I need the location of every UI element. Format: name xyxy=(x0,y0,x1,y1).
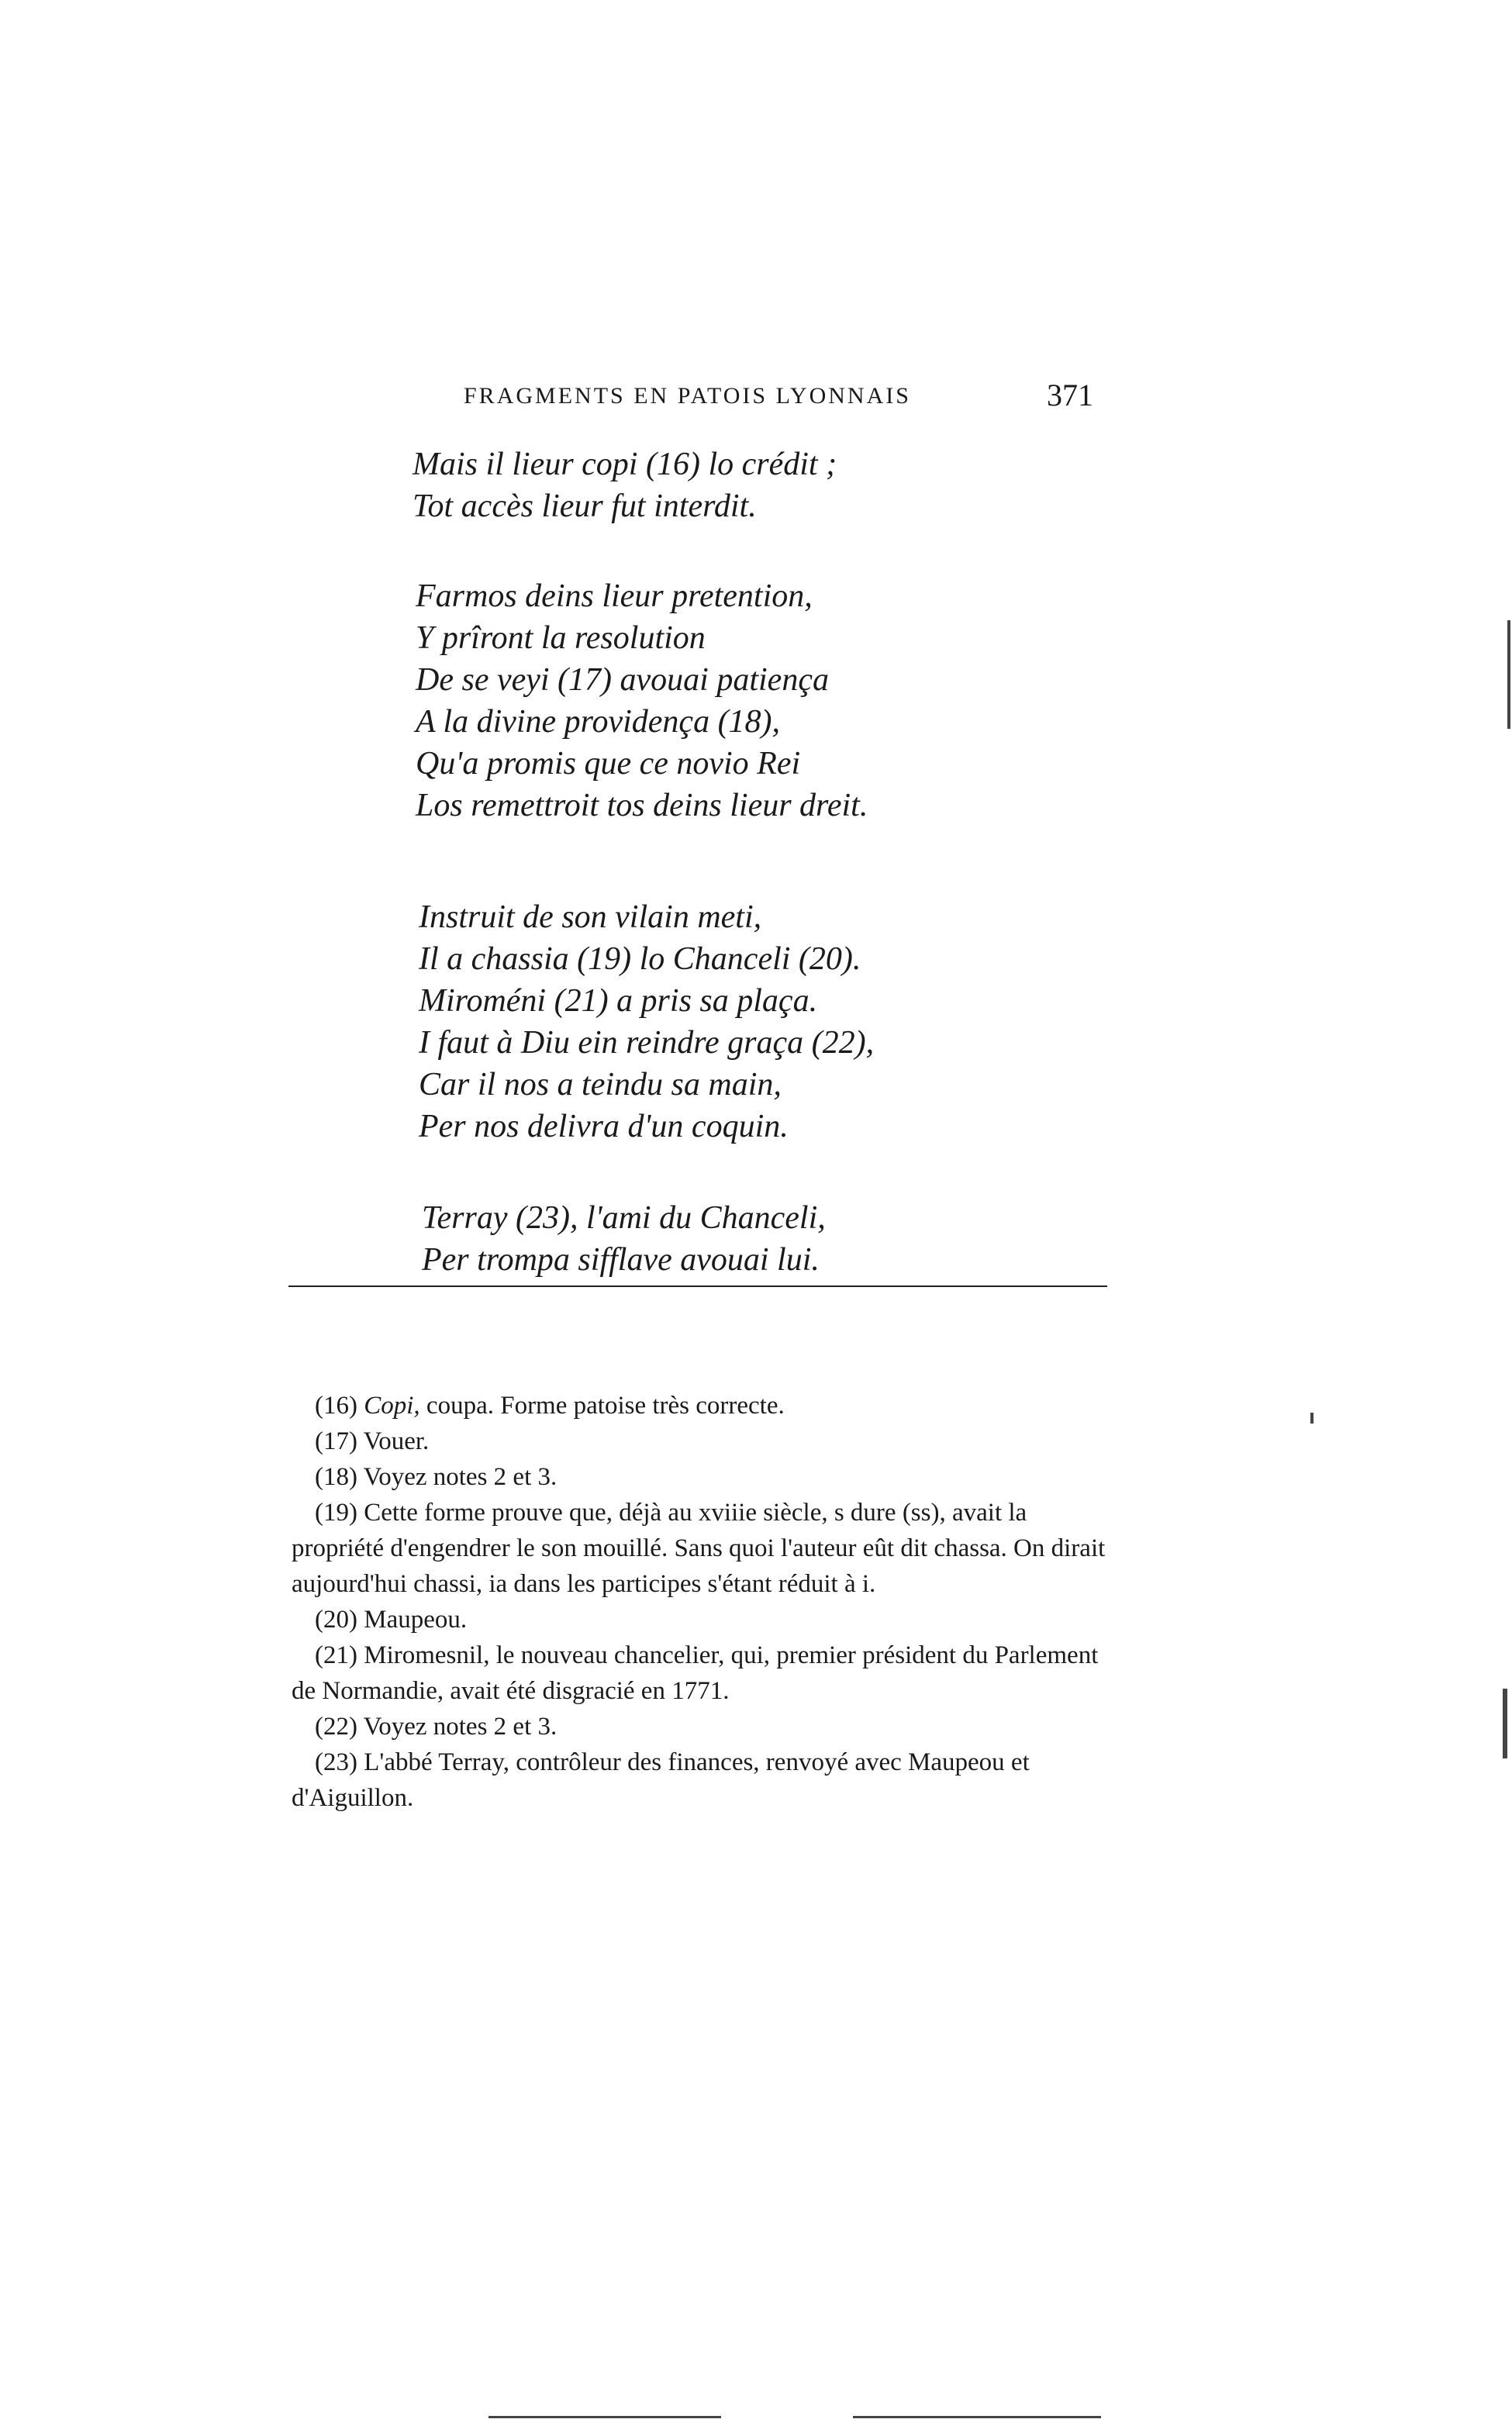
scan-mark xyxy=(1507,620,1510,729)
footnote-ref: (16) xyxy=(315,1392,357,1420)
footnote-text: Vouer. xyxy=(357,1427,430,1455)
verse-line: Instruit de son vilain meti, xyxy=(419,899,762,935)
verse-line: Per nos delivra d'un coquin. xyxy=(419,1109,789,1144)
verse-stanza-3 xyxy=(0,896,1512,1147)
footnote xyxy=(292,1602,1123,1637)
footnote xyxy=(292,1495,1123,1602)
footnote xyxy=(292,1424,1123,1459)
footnote xyxy=(292,1637,1123,1709)
footnote-text: L'abbé Terray, contrôleur des finances, renvoyé avec Maupeou et d'Aiguillon. xyxy=(292,1748,1030,1812)
footnotes xyxy=(292,1388,1123,1816)
verse-line: Per trompa sifflave avouai lui. xyxy=(422,1242,820,1278)
verse-line: Mais il lieur copi (16) lo crédit ; xyxy=(413,447,837,482)
verse-line: Miroméni (21) a pris sa plaça. xyxy=(419,983,818,1019)
footnote-ref: (20) xyxy=(315,1606,357,1634)
verse-line: Farmos deins lieur pretention, xyxy=(416,578,813,614)
footnote-ref: (18) xyxy=(315,1463,357,1491)
verse-stanza-4 xyxy=(0,1197,1512,1281)
footnote-text: Cette forme prouve que, déjà au xviiie siècle, s dure (ss), avait la propriété d'engendrer le son mouillé. Sans quoi l'auteur eût dit chassa. On dirait aujourd'hui chassi, ia dans les participes s'étant réduit à i. xyxy=(292,1499,1106,1598)
footnote-text: Voyez notes 2 et 3. xyxy=(357,1713,558,1741)
running-title: FRAGMENTS EN PATOIS LYONNAIS xyxy=(464,383,911,409)
verse-line: Y prîront la resolution xyxy=(416,620,706,656)
verse-line: I faut à Diu ein reindre graça (22), xyxy=(419,1025,875,1061)
footnote xyxy=(292,1388,1123,1424)
scan-mark xyxy=(853,2416,1101,2418)
verse-line: Car il nos a teindu sa main, xyxy=(419,1067,782,1103)
footnote-text: Maupeou. xyxy=(357,1606,468,1634)
page-number: 371 xyxy=(1047,378,1093,412)
footnote-text: coupa. Forme patoise très correcte. xyxy=(419,1392,785,1420)
scan-mark xyxy=(488,2416,721,2418)
footnote-ref: (19) xyxy=(315,1499,357,1527)
footnote xyxy=(292,1459,1123,1495)
footnote-ref: (17) xyxy=(315,1427,357,1455)
verse-line: Los remettroit tos deins lieur dreit. xyxy=(416,788,868,823)
footnote-divider xyxy=(288,1285,1107,1287)
verse-stanza-1 xyxy=(0,443,1512,527)
footnote-text: Voyez notes 2 et 3. xyxy=(357,1463,558,1491)
verse-line: Tot accès lieur fut interdit. xyxy=(413,488,757,524)
footnote-ref: (23) xyxy=(315,1748,357,1776)
footnote xyxy=(292,1744,1123,1816)
scan-mark xyxy=(1310,1413,1314,1424)
footnote-ref: (21) xyxy=(315,1641,357,1669)
verse-line: Terray (23), l'ami du Chanceli, xyxy=(422,1200,826,1236)
footnote-ref: (22) xyxy=(315,1713,357,1741)
footnote-term: Copi, xyxy=(364,1392,420,1420)
verse-line: Il a chassia (19) lo Chanceli (20). xyxy=(419,941,861,977)
verse-line: A la divine providença (18), xyxy=(416,704,781,740)
footnote xyxy=(292,1709,1123,1744)
footnote-text: Miromesnil, le nouveau chancelier, qui, premier président du Parlement de Normandie, avait été disgracié en 1771. xyxy=(292,1641,1099,1705)
scan-mark xyxy=(1503,1689,1507,1758)
verse-line: Qu'a promis que ce novio Rei xyxy=(416,746,801,782)
verse-line: De se veyi (17) avouai patiença xyxy=(416,662,829,698)
verse-stanza-2 xyxy=(0,575,1512,826)
